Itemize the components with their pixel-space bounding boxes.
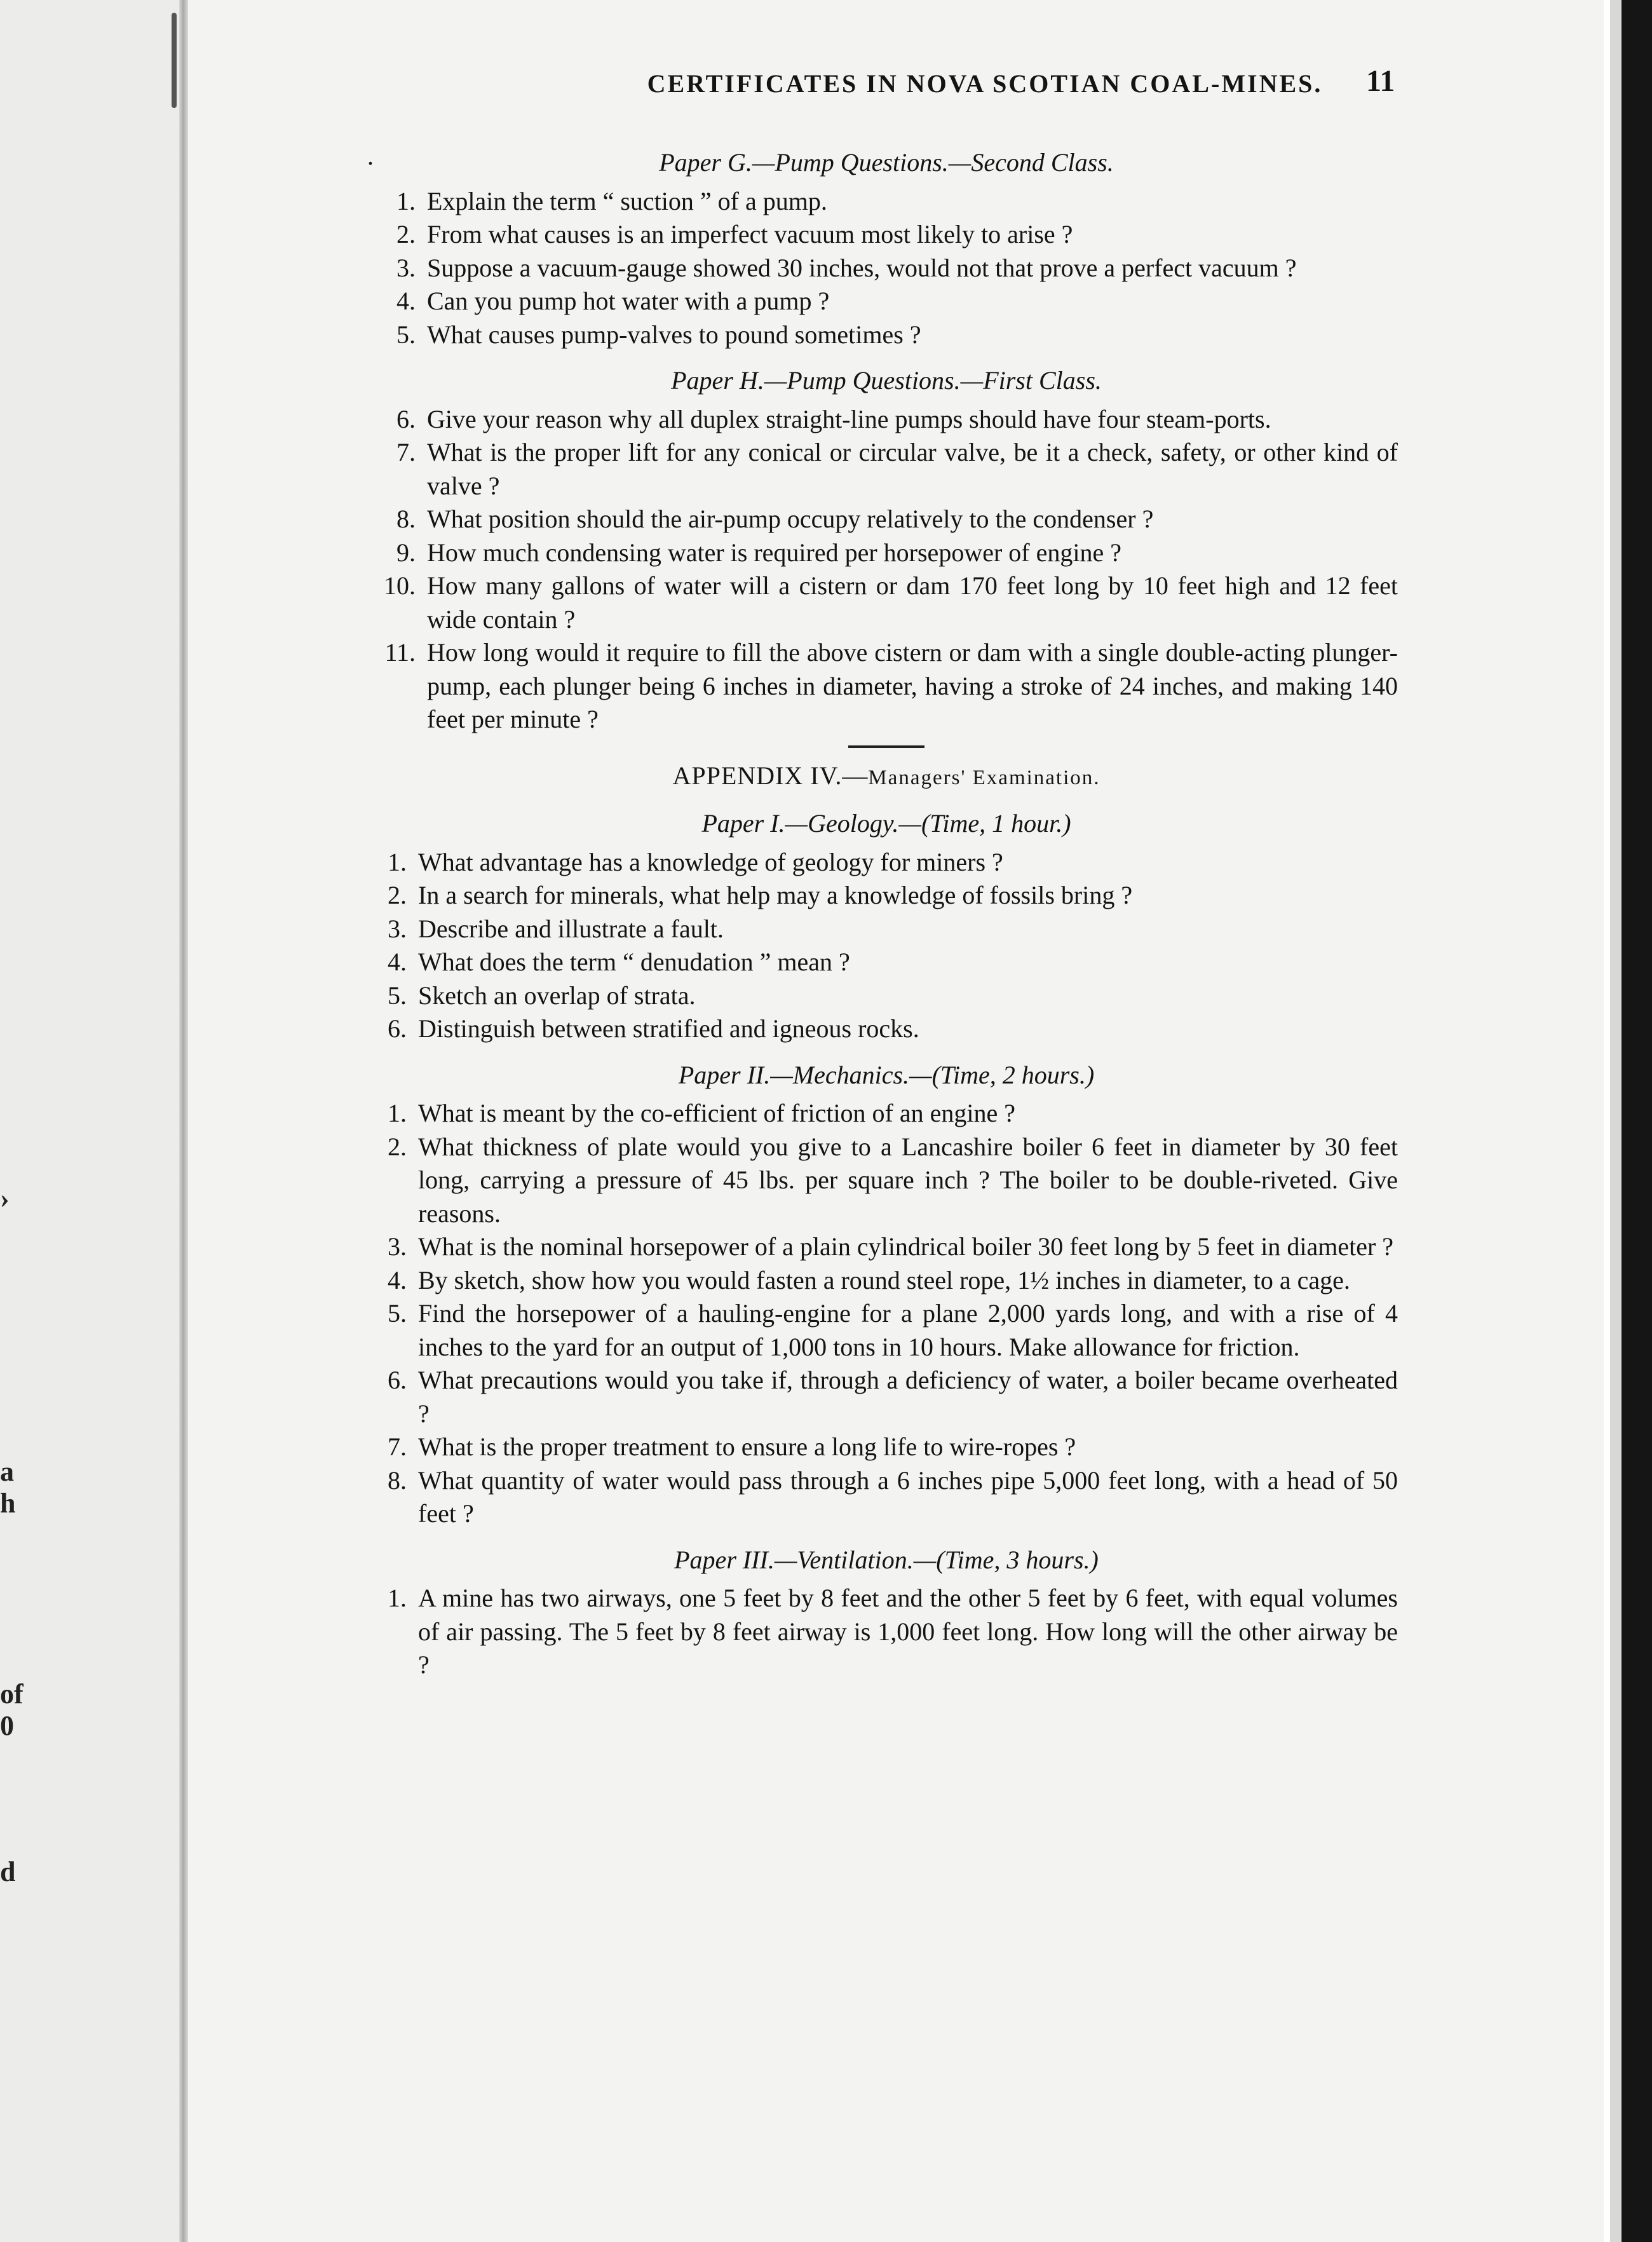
question-item	[369, 1364, 1404, 1430]
paper-g-questions	[369, 185, 1404, 352]
question-text: What is the proper treatment to ensure a long life to wire-ropes ?	[418, 1432, 1076, 1461]
question-text: What is the nominal horsepower of a plain cylindrical boiler 30 feet long by 5 feet in diameter ?	[418, 1232, 1394, 1261]
question-number: 6.	[396, 404, 416, 433]
question-number: 2.	[388, 1132, 407, 1161]
question-text: What precautions would you take if, through a deficiency of water, a boiler became overheated ?	[418, 1366, 1398, 1428]
question-item	[369, 946, 1404, 979]
question-number: 7.	[388, 1432, 407, 1461]
bleed-through-text: d	[0, 1856, 16, 1887]
paper-2-heading	[369, 1059, 1404, 1092]
question-item	[369, 218, 1404, 252]
bleed-through-text: of	[0, 1678, 24, 1709]
page-number: 11	[1366, 64, 1395, 98]
appendix-label: APPENDIX IV.—	[672, 761, 869, 790]
question-item	[369, 436, 1404, 503]
paper-3-heading	[369, 1544, 1404, 1577]
appendix-heading	[369, 759, 1404, 795]
running-title: CERTIFICATES IN NOVA SCOTIAN COAL-MINES.	[647, 69, 1323, 98]
question-text: What causes pump-valves to pound sometimes ?	[427, 320, 921, 349]
question-item	[369, 285, 1404, 318]
question-text: Explain the term “ suction ” of a pump.	[427, 186, 827, 215]
question-item	[369, 913, 1404, 946]
question-item	[369, 846, 1404, 880]
question-text: What does the term “ denudation ” mean ?	[418, 948, 850, 976]
question-item	[369, 252, 1404, 285]
bleed-through-text: h	[0, 1488, 16, 1519]
scan-border	[1622, 0, 1652, 2242]
question-item	[369, 318, 1404, 352]
question-item	[369, 979, 1404, 1013]
question-item	[369, 1264, 1404, 1298]
section-divider	[848, 745, 924, 748]
question-text: By sketch, show how you would fasten a round steel rope, 1½ inches in diameter, to a cage.	[418, 1265, 1350, 1294]
question-item	[369, 1297, 1404, 1364]
question-item	[369, 1582, 1404, 1682]
question-number: 7.	[396, 438, 416, 466]
question-item	[369, 1230, 1404, 1264]
paper-title: Paper I.—Geology.—	[701, 809, 921, 838]
page-edge-shadow	[1610, 0, 1622, 2242]
question-text: How many gallons of water will a cistern or dam 170 feet long by 10 feet high and 12 feet wide contain ?	[427, 571, 1398, 634]
question-text: How much condensing water is required per horsepower of engine ?	[427, 538, 1121, 567]
paper-1-heading	[369, 807, 1404, 841]
question-text: What is the proper lift for any conical or circular valve, be it a check, safety, or other kind of valve ?	[427, 438, 1398, 500]
question-text: Find the horsepower of a hauling-engine for a plane 2,000 yards long, and with a rise of 4 inches to the yard for an output of 1,000 tons in 10 hours. Make allowance for friction.	[418, 1299, 1398, 1361]
question-item	[369, 536, 1404, 570]
question-text: Give your reason why all duplex straight-line pumps should have four steam-ports.	[427, 404, 1271, 433]
question-number: 1.	[388, 1099, 407, 1127]
question-number: 3.	[388, 1232, 407, 1261]
paper-time: (Time, 1 hour.)	[921, 809, 1071, 838]
question-number: 1.	[388, 1584, 407, 1612]
bleed-through-text: a	[0, 1456, 14, 1487]
page-edge	[1604, 0, 1610, 2242]
question-text: What thickness of plate would you give to a Lancashire boiler 6 feet in diameter by 30 feet long, carrying a pressure of 45 lbs. per square inch ? The boiler to be double-riveted. Give reasons.	[418, 1132, 1398, 1228]
margin-mark: .	[367, 142, 374, 170]
question-text: Sketch an overlap of strata.	[418, 981, 696, 1010]
question-number: 11.	[384, 638, 416, 667]
question-number: 3.	[388, 914, 407, 943]
paper-title: Paper III.—Ventilation.—	[674, 1545, 937, 1574]
question-number: 2.	[388, 881, 407, 909]
question-number: 4.	[388, 948, 407, 976]
paper-time: (Time, 3 hours.)	[936, 1545, 1099, 1574]
paper-g-heading: Paper G.—Pump Questions.—Second Class.	[659, 148, 1114, 177]
question-text: How long would it require to fill the above cistern or dam with a single double-acting plunger-pump, each plunger being 6 inches in diameter, having a stroke of 24 inches, and making 140 feet per minute ?	[427, 638, 1398, 733]
question-item	[369, 569, 1404, 636]
question-text: Distinguish between stratified and igneous rocks.	[418, 1014, 919, 1043]
question-text: Suppose a vacuum-gauge showed 30 inches, would not that prove a perfect vacuum ?	[427, 253, 1297, 282]
question-number: 9.	[396, 538, 416, 567]
page-body	[369, 133, 1404, 1682]
question-number: 8.	[396, 505, 416, 533]
question-item	[369, 185, 1404, 219]
paper-2-questions	[369, 1097, 1404, 1531]
question-number: 3.	[396, 253, 416, 282]
question-item	[369, 1464, 1404, 1531]
binding-mark	[172, 13, 177, 108]
bleed-through-text: ›	[0, 1183, 10, 1214]
question-text: What is meant by the co-efficient of friction of an engine ?	[418, 1099, 1015, 1127]
question-number: 10.	[384, 571, 416, 600]
paper-3-questions	[369, 1582, 1404, 1682]
question-text: What advantage has a knowledge of geology for miners ?	[418, 847, 1003, 876]
paper-h-heading: Paper H.—Pump Questions.—First Class.	[671, 366, 1102, 395]
paper-h-questions	[369, 403, 1404, 737]
question-item	[369, 636, 1404, 737]
question-item	[369, 1430, 1404, 1464]
question-number: 6.	[388, 1014, 407, 1043]
paper-title: Paper II.—Mechanics.—	[678, 1060, 932, 1089]
question-text: What quantity of water would pass through a 6 inches pipe 5,000 feet long, with a head of 50 feet ?	[418, 1465, 1398, 1528]
question-number: 1.	[388, 847, 407, 876]
question-text: Can you pump hot water with a pump ?	[427, 287, 830, 315]
question-item	[369, 879, 1404, 913]
question-text: Describe and illustrate a fault.	[418, 914, 724, 943]
question-number: 4.	[388, 1265, 407, 1294]
question-text: What position should the air-pump occupy relatively to the condenser ?	[427, 505, 1154, 533]
question-item	[369, 1131, 1404, 1231]
question-number: 5.	[396, 320, 416, 349]
question-text: In a search for minerals, what help may a knowledge of fossils bring ?	[418, 881, 1133, 909]
question-number: 4.	[396, 287, 416, 315]
question-item	[369, 503, 1404, 536]
question-item	[369, 403, 1404, 437]
appendix-title: Managers' Examination.	[868, 766, 1100, 789]
bleed-through-text: 0	[0, 1710, 14, 1741]
question-number: 5.	[388, 1299, 407, 1328]
question-text: A mine has two airways, one 5 feet by 8 feet and the other 5 feet by 6 feet, with equal volumes of air passing. The 5 feet by 8 feet airway is 1,000 feet long. How long will the other airway be ?	[418, 1584, 1398, 1679]
question-number: 8.	[388, 1465, 407, 1495]
question-item	[369, 1012, 1404, 1046]
paper-time: (Time, 2 hours.)	[931, 1060, 1095, 1089]
facing-page-edge	[0, 0, 184, 2242]
question-text: From what causes is an imperfect vacuum most likely to arise ?	[427, 220, 1073, 248]
question-item	[369, 1097, 1404, 1131]
question-number: 6.	[388, 1366, 407, 1394]
question-number: 1.	[396, 186, 416, 215]
question-number: 5.	[388, 981, 407, 1010]
question-number: 2.	[396, 220, 416, 248]
paper-1-questions	[369, 846, 1404, 1046]
book-gutter	[179, 0, 188, 2242]
